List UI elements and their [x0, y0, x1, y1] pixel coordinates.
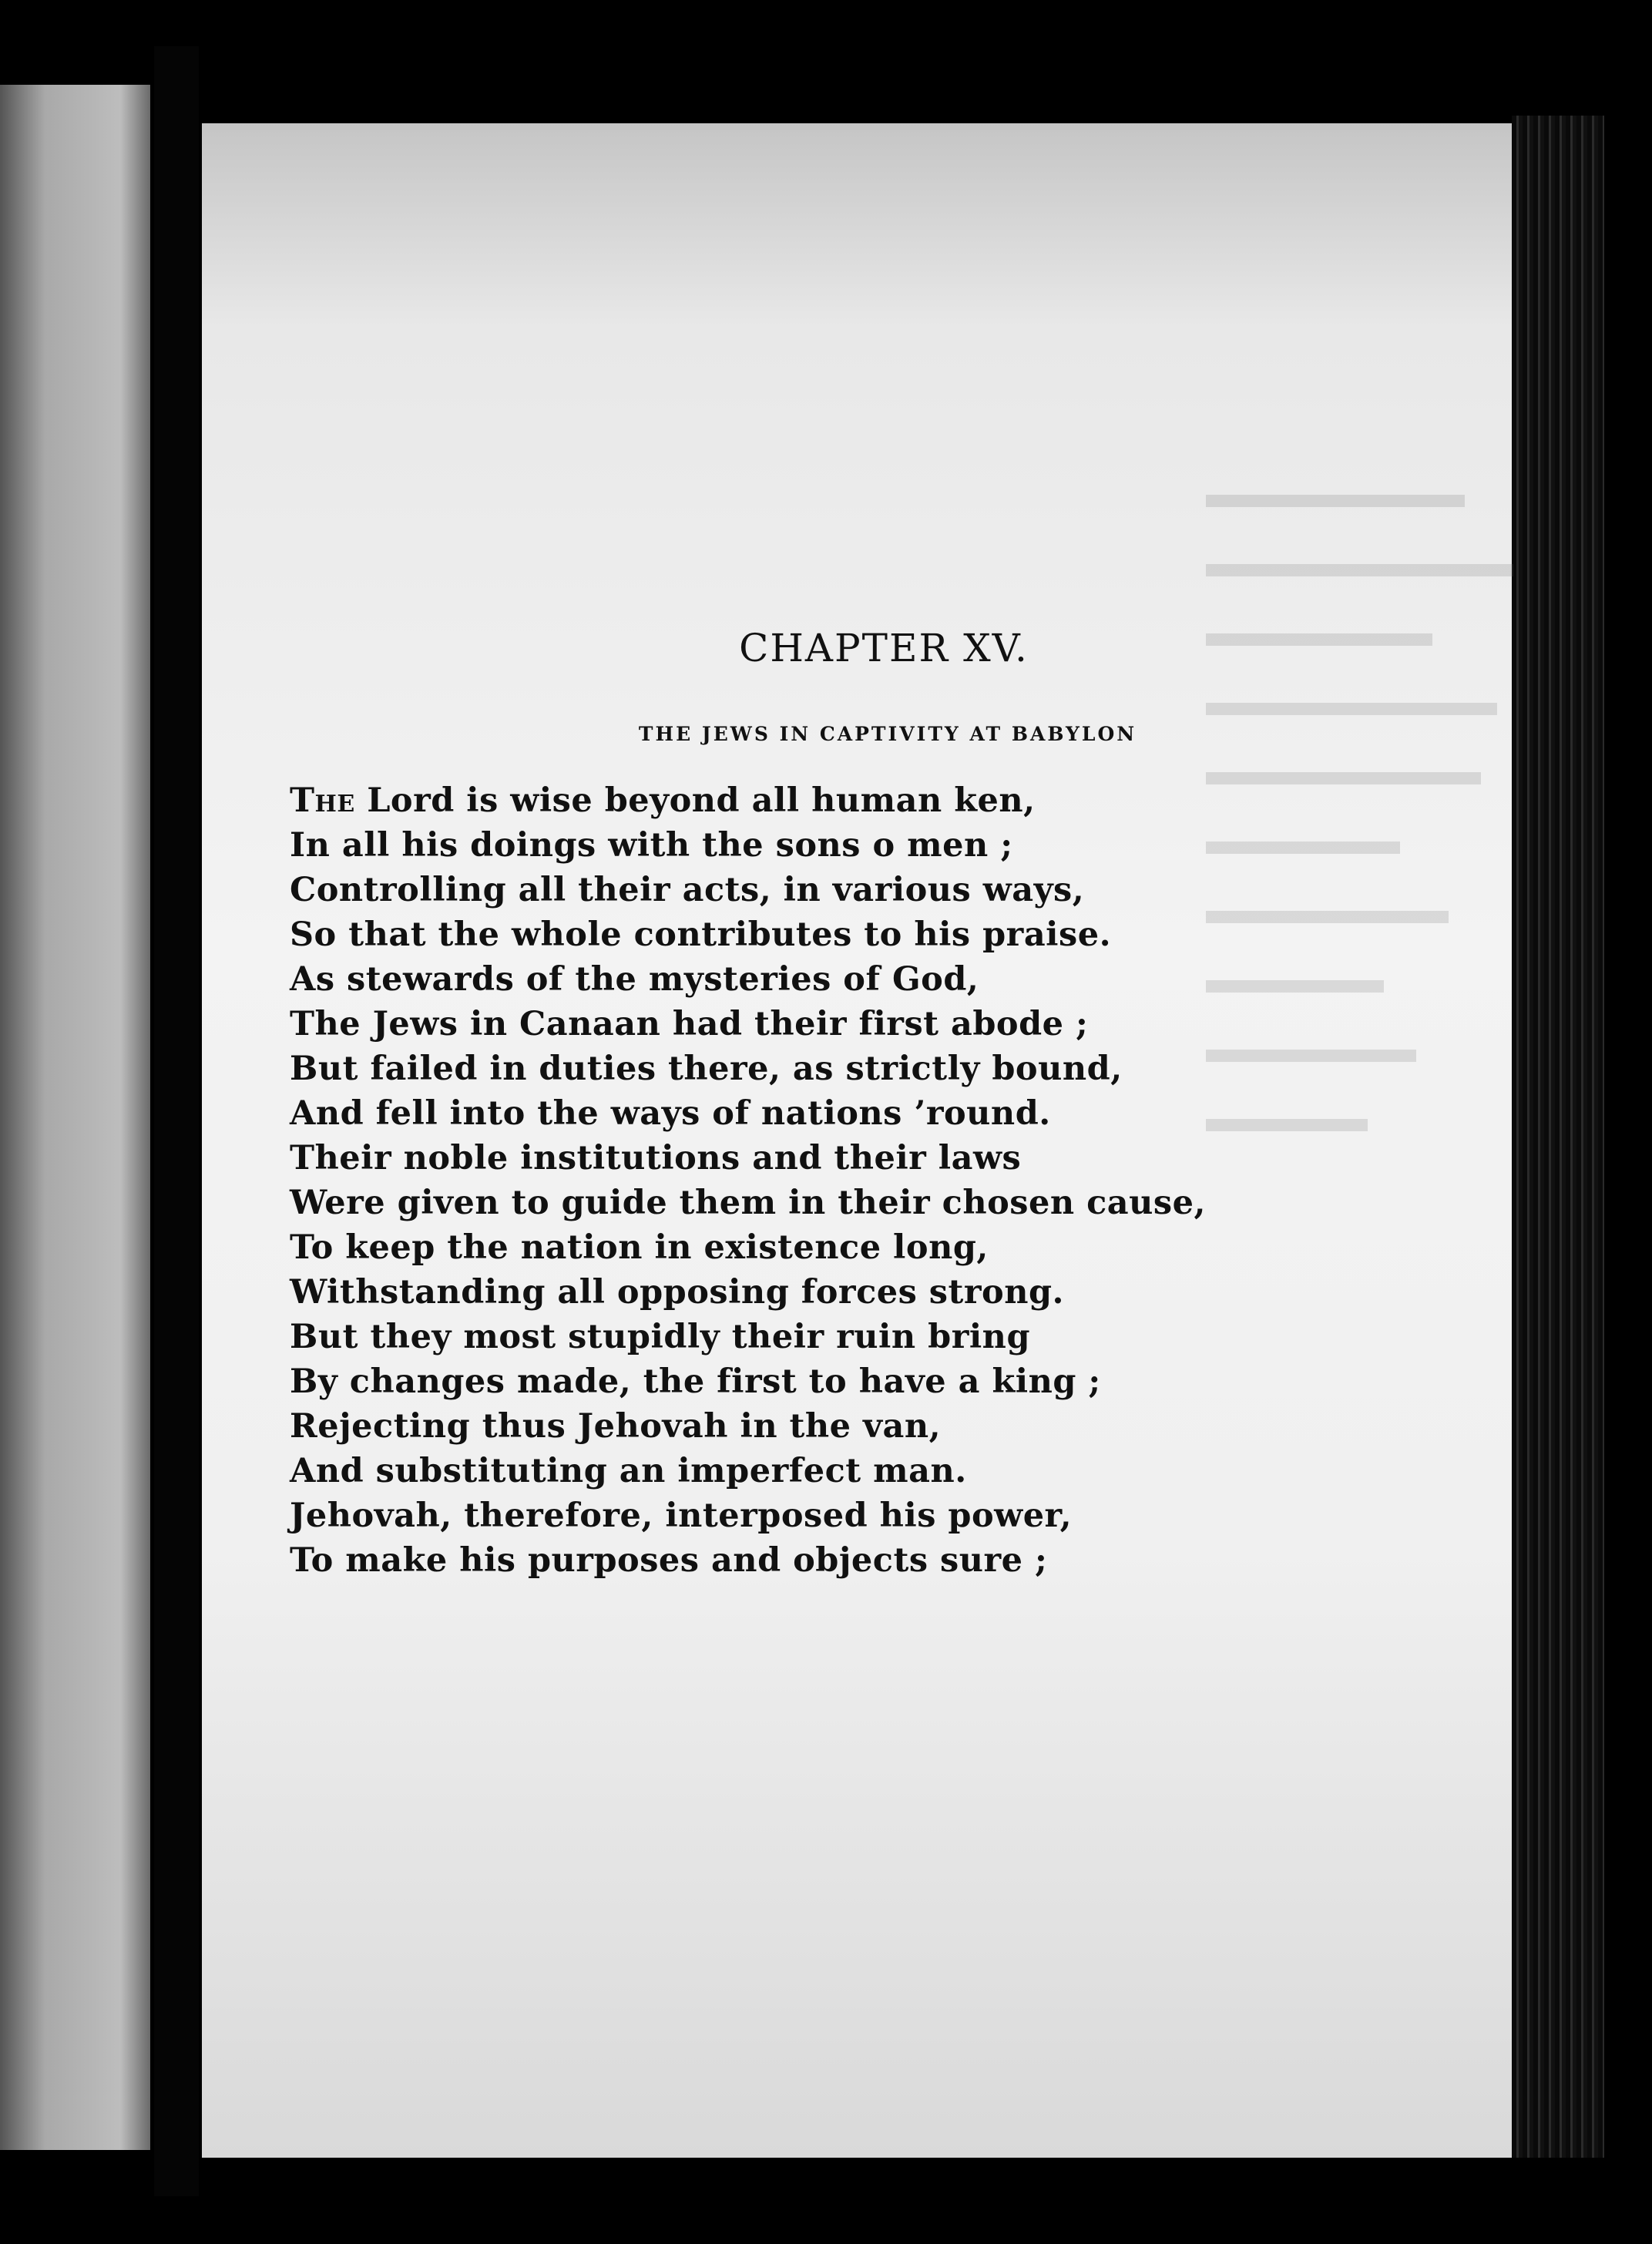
poem-line: But failed in duties there, as strictly bound, [290, 1050, 1123, 1088]
poem-body [290, 778, 1446, 1583]
poem-line: So that the whole contributes to his praise. [290, 915, 1112, 954]
poem-line: Their noble institutions and their laws [290, 1139, 1022, 1177]
poem-line: Were given to guide them in their chosen cause, [290, 1184, 1206, 1222]
poem-line: In all his doings with the sons o men ; [290, 826, 1013, 865]
poem-line: And substituting an imperfect man. [290, 1452, 967, 1490]
poem-line: But they most stupidly their ruin bring [290, 1318, 1031, 1356]
left-page-edge [0, 85, 150, 2150]
book-gutter [154, 46, 199, 2196]
poem-line: Controlling all their acts, in various ways, [290, 871, 1085, 909]
poem-line: Rejecting thus Jehovah in the van, [290, 1407, 942, 1446]
poem-line: Jehovah, therefore, interposed his power, [290, 1497, 1073, 1535]
chapter-heading: CHAPTER XV. [739, 626, 1029, 670]
poem-line [290, 778, 1446, 823]
poem-line: By changes made, the first to have a king ; [290, 1362, 1101, 1401]
first-word: The [290, 781, 355, 820]
poem-line: The Jews in Canaan had their first abode ; [290, 1005, 1089, 1043]
poem-line: To keep the nation in existence long, [290, 1228, 989, 1267]
first-line-text: Lord is wise beyond all human ken, [354, 781, 1036, 820]
poem-line: And fell into the ways of nations ’round. [290, 1094, 1051, 1133]
chapter-subtitle: THE JEWS IN CAPTIVITY AT BABYLON [638, 723, 1137, 745]
poem-line: As stewards of the mysteries of God, [290, 960, 979, 999]
poem-line: Withstanding all opposing forces strong. [290, 1273, 1064, 1312]
poem-line: To make his purposes and objects sure ; [290, 1541, 1048, 1580]
